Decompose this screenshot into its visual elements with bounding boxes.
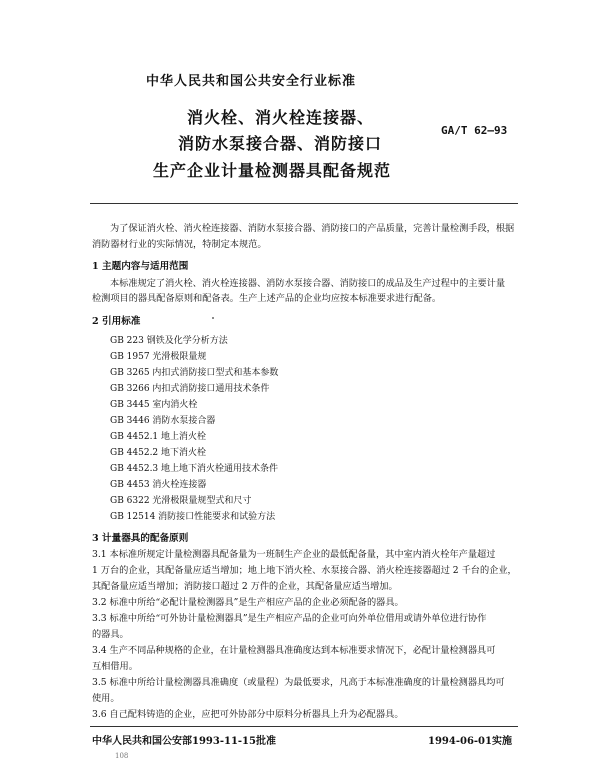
section-1-line-1: 本标准规定了消火栓、消火栓连接器、消防水泵接合器、消防接口的成品及生产过程中的主要计量 — [110, 278, 506, 289]
effective-date: 1994-06-01实施 — [428, 736, 512, 747]
reference-item: GB 4452.3 地上地下消火栓通用技术条件 — [110, 464, 279, 474]
section-3-heading: 3 计量器具的配备原则 — [92, 533, 189, 544]
issuing-organization: 中华人民共和国公共安全行业标准 — [146, 74, 357, 89]
clause-3-4-line-2: 互相借用。 — [92, 661, 138, 672]
clause-3-2: 3.2 标准中所给“必配计量检测器具”是生产相应产品的企业必须配备的器具。 — [92, 597, 404, 608]
reference-item: GB 12514 消防接口性能要求和试验方法 — [110, 512, 276, 522]
reference-item: GB 4452.2 地下消火栓 — [110, 448, 207, 458]
page-number: 108 — [115, 752, 129, 760]
section-1-line-2: 检测项目的器具配备原则和配备表。生产上述产品的企业均应按本标准要求进行配备。 — [92, 293, 442, 304]
reference-item: GB 3265 内扣式消防接口型式和基本参数 — [110, 368, 279, 378]
title-line-2: 消防水泵接合器、消防接口 — [178, 134, 383, 153]
section-2-heading: 2 引用标准 — [92, 316, 141, 327]
clause-3-3-line-1: 3.3 标准中所给“可外协计量检测器具”是生产相应产品的企业可向外单位借用或请外单位进行协作 — [92, 613, 487, 624]
clause-3-5-line-1: 3.5 标准中所给计量检测器具准确度（或量程）为最低要求，凡高于本标准准确度的计量检测器具均可 — [92, 677, 505, 688]
scan-speck — [212, 317, 214, 319]
reference-item: GB 6322 光滑极限量规型式和尺寸 — [110, 496, 252, 506]
intro-line-2: 消防器材行业的实际情况，特制定本规范。 — [92, 239, 267, 250]
standard-code: GA/T 62—93 — [441, 124, 508, 137]
header-rule — [90, 203, 518, 204]
clause-3-5-line-2: 使用。 — [92, 693, 120, 704]
clause-3-4-line-1: 3.4 生产不同品种规格的企业，在计量检测器具准确度达到本标准要求情况下，必配计量检测器具可 — [92, 645, 496, 656]
clause-3-3-line-2: 的器具。 — [92, 629, 129, 640]
reference-item: GB 3266 内扣式消防接口通用技术条件 — [110, 384, 270, 394]
reference-item: GB 4453 消火栓连接器 — [110, 480, 207, 490]
title-line-1: 消火栓、消火栓连接器、 — [187, 108, 375, 127]
approval-date: 中华人民共和国公安部1993-11-15批准 — [92, 736, 276, 747]
reference-item: GB 3446 消防水泵接合器 — [110, 416, 216, 426]
clause-3-1-line-1: 3.1 本标准所规定计量检测器具配备量为一班制生产企业的最低配备量，其中室内消火栓年产量超过 — [92, 549, 496, 560]
reference-item: GB 223 钢铁及化学分析方法 — [110, 336, 228, 346]
reference-item: GB 3445 室内消火栓 — [110, 400, 198, 410]
reference-item: GB 1957 光滑极限量规 — [110, 352, 207, 362]
intro-line-1: 为了保证消火栓、消火栓连接器、消防水泵接合器、消防接口的产品质量，完善计量检测手段，根据 — [110, 223, 515, 234]
reference-item: GB 4452.1 地上消火栓 — [110, 432, 207, 442]
clause-3-1-line-2: 1 万台的企业，其配备量应适当增加；地上地下消火栓、水泵接合器、消火栓连接器超过 2 千台的企业， — [92, 565, 517, 576]
section-1-heading: 1 主题内容与适用范围 — [92, 261, 189, 272]
title-line-3: 生产企业计量检测器具配备规范 — [153, 161, 392, 180]
clause-3-6: 3.6 自己配料铸造的企业，应把可外协部分中原料分析器具上升为必配器具。 — [92, 709, 404, 720]
clause-3-1-line-3: 其配备量应适当增加；消防接口超过 2 万件的企业，其配备量应适当增加。 — [92, 581, 398, 592]
footer-rule — [90, 726, 518, 727]
